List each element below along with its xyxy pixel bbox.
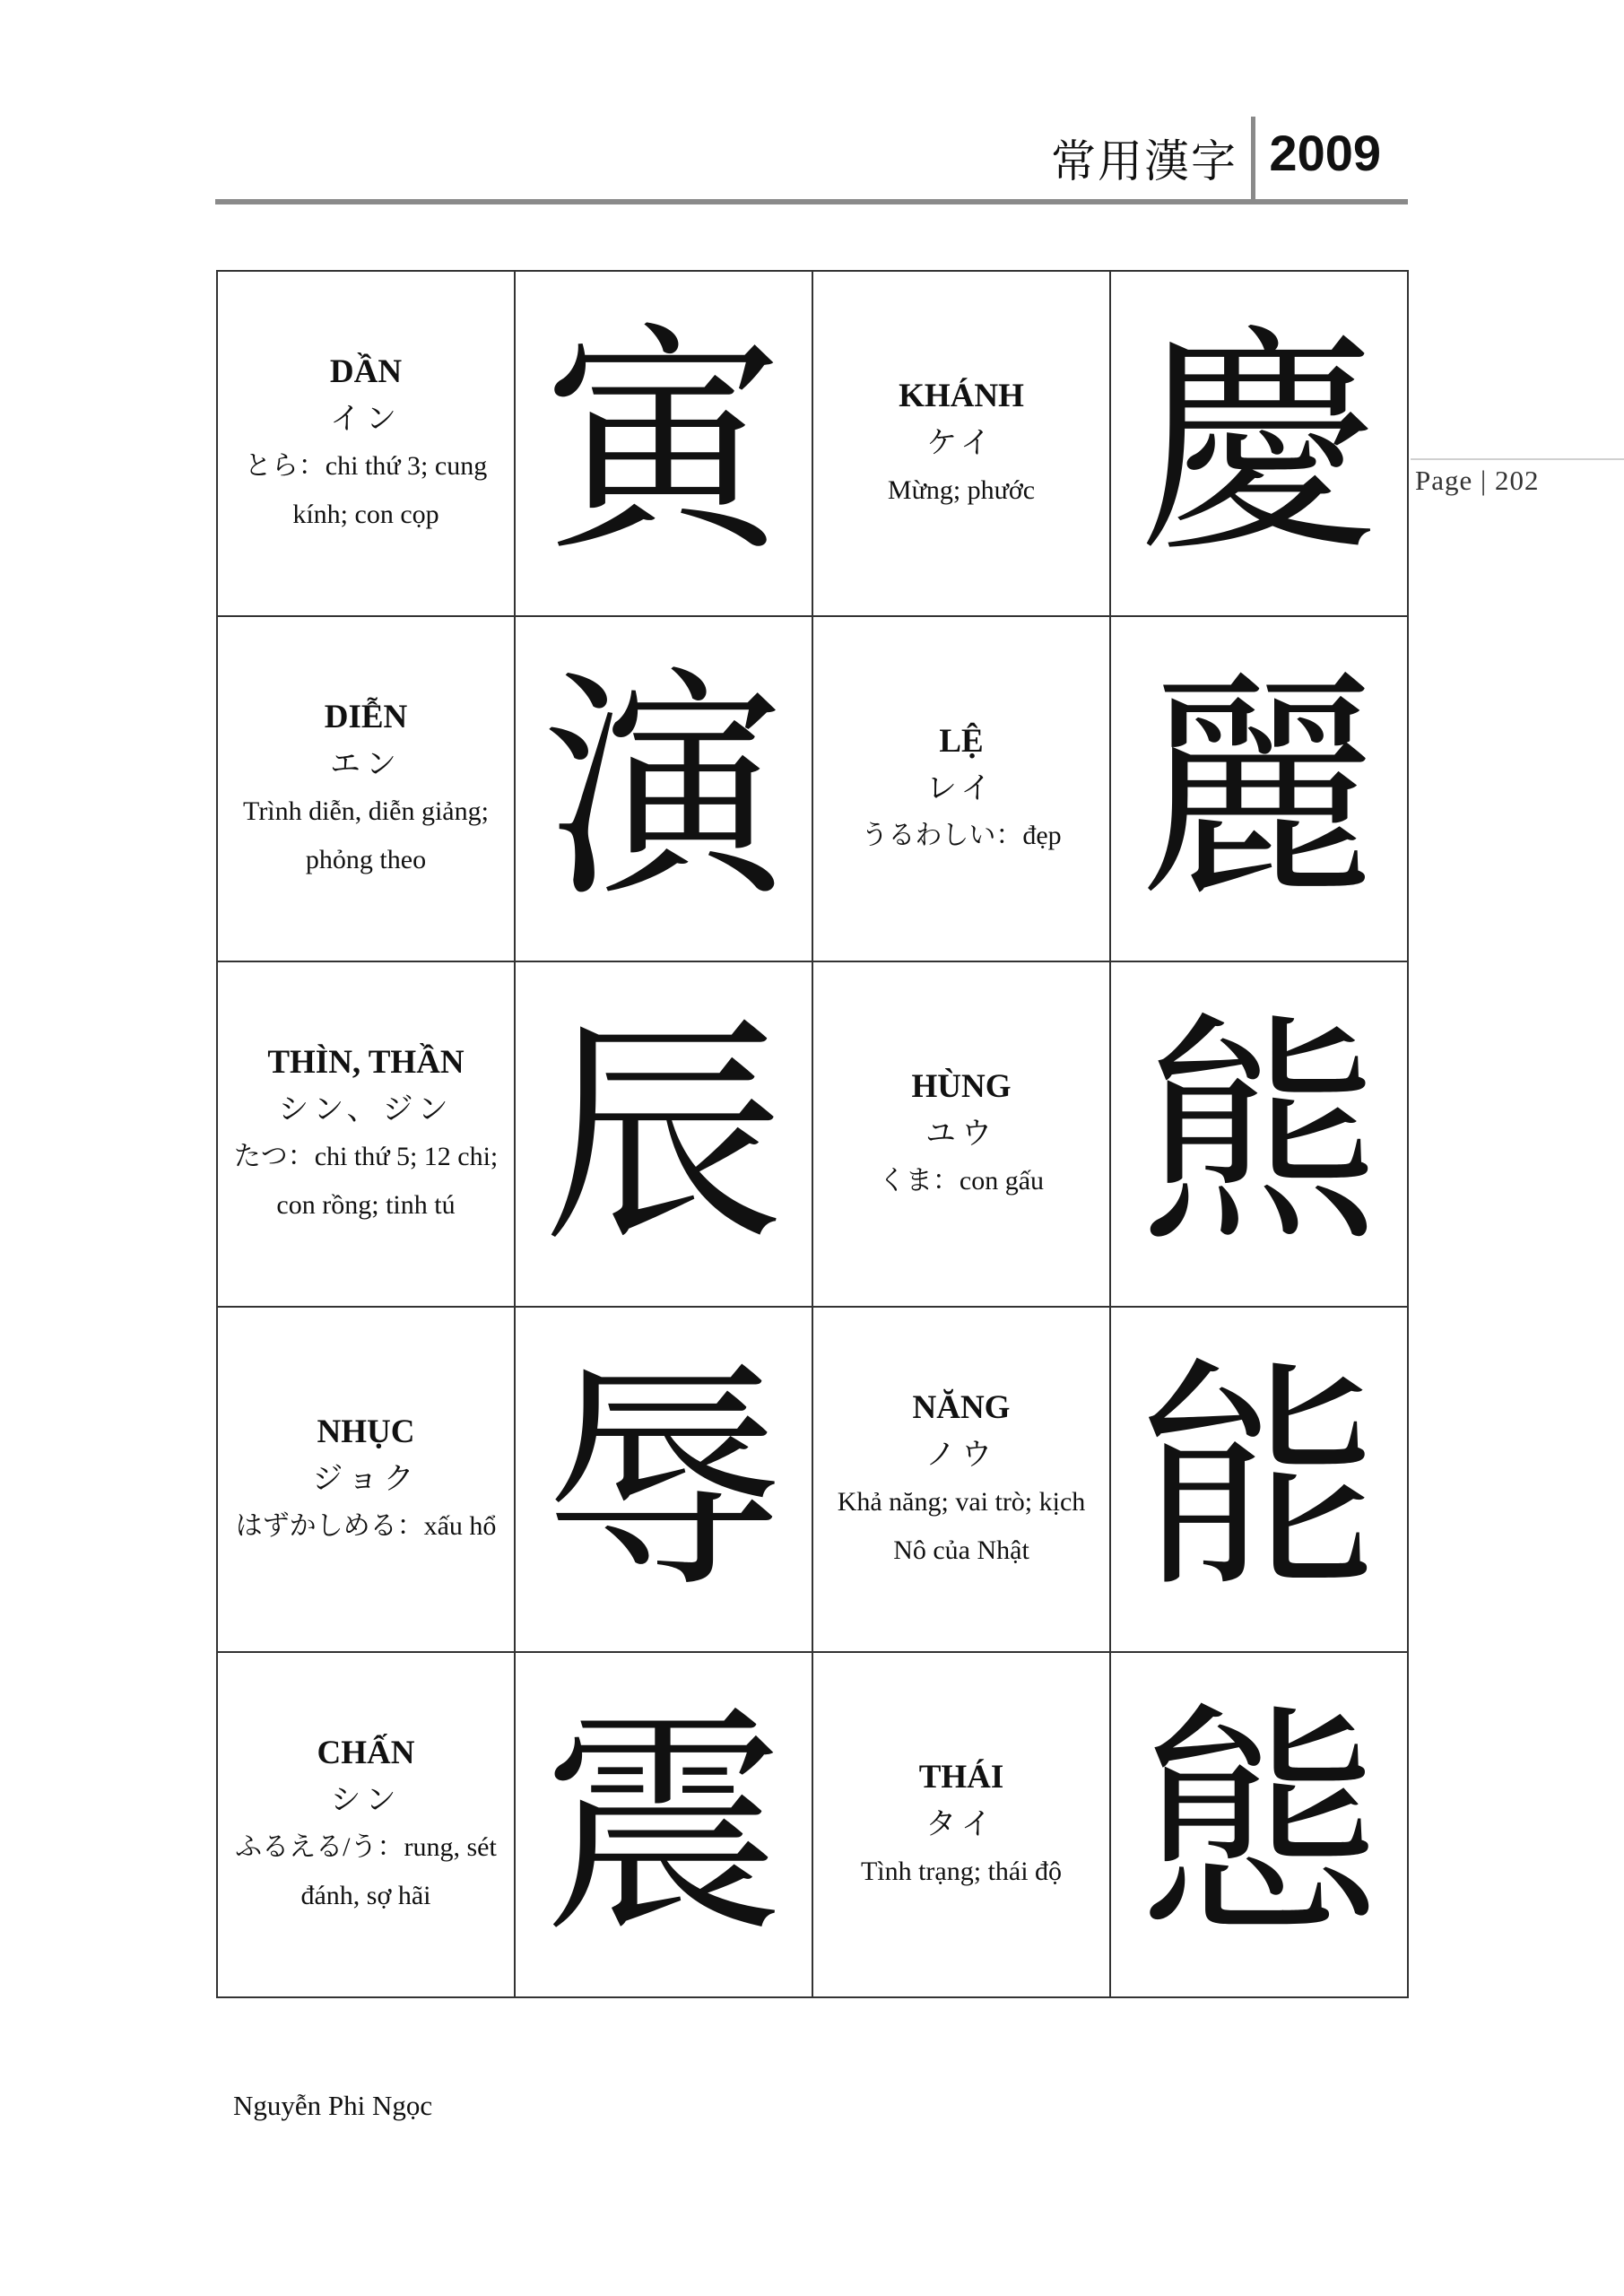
kanji-character: 麗 xyxy=(1138,647,1380,930)
kanji-character: 慶 xyxy=(1138,301,1380,585)
meaning: とら：chi thứ 3; cung kính; con cọp xyxy=(244,450,488,529)
sino-vietnamese-reading: THÌN, THẦN xyxy=(267,1043,465,1081)
header-title: 常用漢字 xyxy=(1051,135,1238,187)
sino-vietnamese-reading: KHÁNH xyxy=(899,377,1024,414)
meaning: はずかしめる：xấu hổ xyxy=(235,1510,497,1541)
kanji-glyph-cell xyxy=(1111,1308,1409,1653)
kanji-glyph-cell xyxy=(516,617,813,962)
kanji-info-cell xyxy=(813,272,1111,617)
on-reading: タイ xyxy=(925,1805,997,1842)
kanji-glyph-cell xyxy=(516,1653,813,1998)
kanji-info-cell xyxy=(218,617,516,962)
kanji-character: 寅 xyxy=(543,301,785,585)
kanji-glyph-cell xyxy=(1111,1653,1409,1998)
on-reading: イン xyxy=(330,400,402,437)
kanji-info-cell xyxy=(218,272,516,617)
page-header xyxy=(215,117,1408,203)
header-separator xyxy=(1251,117,1255,203)
kanji-character: 震 xyxy=(543,1683,785,1966)
kanji-table xyxy=(216,270,1409,1998)
header-year: 2009 xyxy=(1269,125,1381,181)
on-reading: シン、ジン xyxy=(278,1091,454,1127)
header-rule xyxy=(215,199,1408,204)
page-number: Page | 202 xyxy=(1415,465,1540,496)
meaning: たつ：chi thứ 5; 12 chi; con rồng; tinh tú xyxy=(233,1141,499,1220)
kanji-info-cell xyxy=(218,1653,516,1998)
sino-vietnamese-reading: DIỄN xyxy=(324,698,408,735)
kanji-glyph-cell xyxy=(516,272,813,617)
sino-vietnamese-reading: HÙNG xyxy=(911,1067,1012,1105)
sino-vietnamese-reading: NHỤC xyxy=(317,1413,415,1450)
meaning: うるわしい：đẹp xyxy=(861,820,1062,850)
on-reading: ジョク xyxy=(312,1460,420,1497)
on-reading: ユウ xyxy=(925,1115,997,1152)
kanji-glyph-cell xyxy=(1111,962,1409,1308)
kanji-character: 態 xyxy=(1138,1683,1380,1966)
kanji-glyph-cell xyxy=(516,962,813,1308)
sino-vietnamese-reading: DẦN xyxy=(329,352,403,390)
kanji-character: 演 xyxy=(543,647,785,930)
on-reading: ケイ xyxy=(926,424,996,461)
kanji-character: 辱 xyxy=(543,1337,785,1621)
on-reading: エン xyxy=(330,745,402,782)
sino-vietnamese-reading: NĂNG xyxy=(912,1388,1011,1426)
kanji-info-cell xyxy=(218,1308,516,1653)
kanji-character: 熊 xyxy=(1138,992,1380,1275)
page-number-rule xyxy=(1411,458,1624,460)
kanji-info-cell xyxy=(813,1308,1111,1653)
kanji-info-cell xyxy=(813,1653,1111,1998)
sino-vietnamese-reading: CHẤN xyxy=(317,1734,415,1771)
kanji-info-cell xyxy=(218,962,516,1308)
meaning: Trình diễn, diễn giảng; phỏng theo xyxy=(243,796,489,874)
meaning: くま：con gấu xyxy=(878,1165,1045,1196)
on-reading: レイ xyxy=(925,770,997,806)
meaning: ふるえる/う：rung, sét đánh, sợ hãi xyxy=(235,1831,497,1910)
kanji-glyph-cell xyxy=(1111,617,1409,962)
meaning: Khả năng; vai trò; kịch Nô của Nhật xyxy=(837,1486,1086,1565)
sino-vietnamese-reading: THÁI xyxy=(918,1758,1004,1796)
kanji-info-cell xyxy=(813,962,1111,1308)
author-footer: Nguyễn Phi Ngọc xyxy=(233,2090,433,2121)
kanji-character: 辰 xyxy=(543,992,785,1275)
kanji-glyph-cell xyxy=(516,1308,813,1653)
meaning: Tình trạng; thái độ xyxy=(860,1856,1063,1886)
meaning: Mừng; phước xyxy=(887,474,1036,505)
on-reading: シン xyxy=(330,1781,402,1818)
kanji-glyph-cell xyxy=(1111,272,1409,617)
on-reading: ノウ xyxy=(925,1436,997,1473)
sino-vietnamese-reading: LỆ xyxy=(939,722,984,760)
kanji-info-cell xyxy=(813,617,1111,962)
kanji-character: 能 xyxy=(1138,1337,1380,1621)
